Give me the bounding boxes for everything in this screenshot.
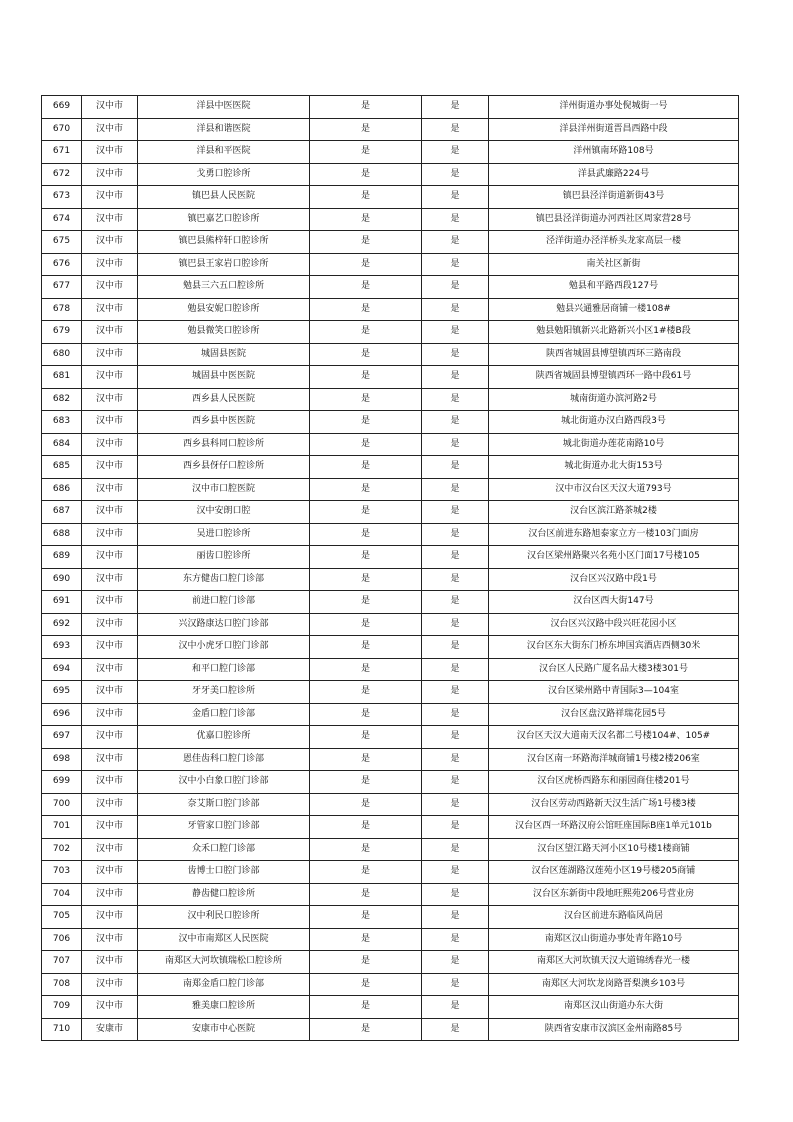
institution-name-cell: 汉中安朗口腔 (138, 501, 310, 524)
flag-a-cell: 是 (310, 321, 422, 344)
flag-a-cell: 是 (310, 433, 422, 456)
table-row (42, 793, 739, 816)
flag-a-cell: 是 (310, 231, 422, 254)
table-row (42, 298, 739, 321)
institution-name-cell: 恩佳齿科口腔门诊部 (138, 748, 310, 771)
row-number-cell: 697 (42, 726, 82, 749)
address-cell: 汉台区西一环路汉府公馆旺座国际B座1单元101b (489, 816, 739, 839)
flag-a-cell: 是 (310, 298, 422, 321)
flag-b-cell: 是 (422, 231, 489, 254)
row-number-cell: 707 (42, 951, 82, 974)
row-number-cell: 688 (42, 523, 82, 546)
institution-name-cell: 汉中市口腔医院 (138, 478, 310, 501)
table-row (42, 928, 739, 951)
table-row (42, 343, 739, 366)
city-cell: 汉中市 (82, 681, 138, 704)
address-cell: 镇巴县泾洋街道新街43号 (489, 186, 739, 209)
address-cell: 汉台区劳动西路新天汉生活广场1号楼3楼 (489, 793, 739, 816)
institution-name-cell: 洋县中医医院 (138, 96, 310, 119)
city-cell: 汉中市 (82, 456, 138, 479)
table-row (42, 501, 739, 524)
row-number-cell: 671 (42, 141, 82, 164)
address-cell: 汉台区西大街147号 (489, 591, 739, 614)
flag-b-cell: 是 (422, 883, 489, 906)
flag-b-cell: 是 (422, 591, 489, 614)
city-cell: 汉中市 (82, 703, 138, 726)
flag-b-cell: 是 (422, 186, 489, 209)
flag-a-cell: 是 (310, 343, 422, 366)
flag-b-cell: 是 (422, 726, 489, 749)
flag-a-cell: 是 (310, 838, 422, 861)
flag-a-cell: 是 (310, 141, 422, 164)
institution-name-cell: 西乡县人民医院 (138, 388, 310, 411)
flag-a-cell: 是 (310, 523, 422, 546)
address-cell: 汉台区前进东路旭泰家立方一楼103门面房 (489, 523, 739, 546)
city-cell: 汉中市 (82, 636, 138, 659)
table-row (42, 366, 739, 389)
institution-name-cell: 牙管家口腔门诊部 (138, 816, 310, 839)
flag-a-cell: 是 (310, 388, 422, 411)
address-cell: 汉台区莲湖路汉莲苑小区19号楼205商铺 (489, 861, 739, 884)
flag-b-cell: 是 (422, 928, 489, 951)
flag-a-cell: 是 (310, 793, 422, 816)
city-cell: 汉中市 (82, 366, 138, 389)
flag-a-cell: 是 (310, 163, 422, 186)
institution-name-cell: 镇巴嘉艺口腔诊所 (138, 208, 310, 231)
city-cell: 汉中市 (82, 591, 138, 614)
table-row (42, 96, 739, 119)
city-cell: 汉中市 (82, 343, 138, 366)
flag-b-cell: 是 (422, 973, 489, 996)
flag-b-cell: 是 (422, 681, 489, 704)
row-number-cell: 710 (42, 1018, 82, 1041)
city-cell: 汉中市 (82, 748, 138, 771)
flag-a-cell: 是 (310, 681, 422, 704)
flag-a-cell: 是 (310, 253, 422, 276)
address-cell: 城南街道办滨河路2号 (489, 388, 739, 411)
city-cell: 汉中市 (82, 163, 138, 186)
flag-a-cell: 是 (310, 996, 422, 1019)
table-row (42, 703, 739, 726)
flag-a-cell: 是 (310, 456, 422, 479)
table-row (42, 163, 739, 186)
flag-a-cell: 是 (310, 501, 422, 524)
institution-name-cell: 汉中市南郑区人民医院 (138, 928, 310, 951)
table-row (42, 906, 739, 929)
flag-a-cell: 是 (310, 186, 422, 209)
flag-a-cell: 是 (310, 703, 422, 726)
address-cell: 勉县兴通雅居商铺一楼108# (489, 298, 739, 321)
row-number-cell: 675 (42, 231, 82, 254)
city-cell: 汉中市 (82, 501, 138, 524)
row-number-cell: 706 (42, 928, 82, 951)
institution-name-cell: 西乡县科同口腔诊所 (138, 433, 310, 456)
institution-name-cell: 汉中利民口腔诊所 (138, 906, 310, 929)
row-number-cell: 676 (42, 253, 82, 276)
institution-name-cell: 安康市中心医院 (138, 1018, 310, 1041)
city-cell: 汉中市 (82, 231, 138, 254)
institution-name-cell: 吴进口腔诊所 (138, 523, 310, 546)
city-cell: 汉中市 (82, 186, 138, 209)
table-row (42, 951, 739, 974)
address-cell: 洋县洋州街道晋昌西路中段 (489, 118, 739, 141)
flag-a-cell: 是 (310, 816, 422, 839)
institution-name-cell: 勉县三六五口腔诊所 (138, 276, 310, 299)
flag-a-cell: 是 (310, 546, 422, 569)
institution-name-cell: 洋县和谐医院 (138, 118, 310, 141)
table-row (42, 996, 739, 1019)
table-body (42, 96, 739, 1041)
row-number-cell: 690 (42, 568, 82, 591)
table-row (42, 388, 739, 411)
address-cell: 汉台区梁州路聚兴名苑小区门面17号楼105 (489, 546, 739, 569)
address-cell: 南郑区大河坎镇天汉大道锦绣春光一楼 (489, 951, 739, 974)
city-cell: 安康市 (82, 1018, 138, 1041)
flag-b-cell: 是 (422, 366, 489, 389)
row-number-cell: 691 (42, 591, 82, 614)
table-row (42, 523, 739, 546)
flag-a-cell: 是 (310, 748, 422, 771)
address-cell: 城北街道办莲花南路10号 (489, 433, 739, 456)
address-cell: 汉台区兴汉路中段兴旺花园小区 (489, 613, 739, 636)
table-row (42, 276, 739, 299)
city-cell: 汉中市 (82, 118, 138, 141)
city-cell: 汉中市 (82, 658, 138, 681)
city-cell: 汉中市 (82, 411, 138, 434)
city-cell: 汉中市 (82, 816, 138, 839)
address-cell: 汉台区天汉大道南天汉名都二号楼104#、105# (489, 726, 739, 749)
city-cell: 汉中市 (82, 973, 138, 996)
row-number-cell: 674 (42, 208, 82, 231)
row-number-cell: 705 (42, 906, 82, 929)
flag-a-cell: 是 (310, 928, 422, 951)
flag-b-cell: 是 (422, 568, 489, 591)
flag-a-cell: 是 (310, 613, 422, 636)
address-cell: 南关社区新街 (489, 253, 739, 276)
address-cell: 镇巴县泾洋街道办河西社区周家营28号 (489, 208, 739, 231)
flag-b-cell: 是 (422, 253, 489, 276)
city-cell: 汉中市 (82, 276, 138, 299)
address-cell: 汉台区南一环路海洋城商铺1号楼2楼206室 (489, 748, 739, 771)
flag-a-cell: 是 (310, 591, 422, 614)
address-cell: 汉台区盘汉路祥瑞花园5号 (489, 703, 739, 726)
city-cell: 汉中市 (82, 793, 138, 816)
flag-b-cell: 是 (422, 658, 489, 681)
institution-name-cell: 金盾口腔门诊部 (138, 703, 310, 726)
row-number-cell: 679 (42, 321, 82, 344)
row-number-cell: 701 (42, 816, 82, 839)
address-cell: 汉台区人民路广厦名品大楼3楼301号 (489, 658, 739, 681)
flag-a-cell: 是 (310, 726, 422, 749)
flag-b-cell: 是 (422, 321, 489, 344)
institution-name-cell: 汉中小虎牙口腔门诊部 (138, 636, 310, 659)
city-cell: 汉中市 (82, 613, 138, 636)
table-row (42, 883, 739, 906)
address-cell: 勉县勉阳镇新兴北路新兴小区1#楼B段 (489, 321, 739, 344)
flag-b-cell: 是 (422, 793, 489, 816)
institution-name-cell: 西乡县中医医院 (138, 411, 310, 434)
row-number-cell: 703 (42, 861, 82, 884)
address-cell: 洋州镇南环路108号 (489, 141, 739, 164)
table-row (42, 186, 739, 209)
address-cell: 南郑区大河坎龙岗路晋梨澳乡103号 (489, 973, 739, 996)
institution-name-cell: 西乡县伢仔口腔诊所 (138, 456, 310, 479)
row-number-cell: 678 (42, 298, 82, 321)
address-cell: 汉中市汉台区天汉大道793号 (489, 478, 739, 501)
row-number-cell: 696 (42, 703, 82, 726)
city-cell: 汉中市 (82, 996, 138, 1019)
flag-b-cell: 是 (422, 433, 489, 456)
row-number-cell: 672 (42, 163, 82, 186)
table-row (42, 658, 739, 681)
row-number-cell: 680 (42, 343, 82, 366)
row-number-cell: 693 (42, 636, 82, 659)
flag-b-cell: 是 (422, 411, 489, 434)
city-cell: 汉中市 (82, 546, 138, 569)
address-cell: 城北街道办北大街153号 (489, 456, 739, 479)
city-cell: 汉中市 (82, 568, 138, 591)
flag-a-cell: 是 (310, 366, 422, 389)
address-cell: 南郑区汉山街道办东大街 (489, 996, 739, 1019)
address-cell: 陕西省城固县博望镇西环三路南段 (489, 343, 739, 366)
flag-a-cell: 是 (310, 771, 422, 794)
flag-b-cell: 是 (422, 951, 489, 974)
table-row (42, 208, 739, 231)
flag-b-cell: 是 (422, 703, 489, 726)
row-number-cell: 702 (42, 838, 82, 861)
flag-b-cell: 是 (422, 996, 489, 1019)
flag-b-cell: 是 (422, 546, 489, 569)
row-number-cell: 694 (42, 658, 82, 681)
row-number-cell: 683 (42, 411, 82, 434)
flag-b-cell: 是 (422, 298, 489, 321)
table-row (42, 231, 739, 254)
institution-name-cell: 和平口腔门诊部 (138, 658, 310, 681)
flag-a-cell: 是 (310, 658, 422, 681)
address-cell: 陕西省安康市汉滨区金州南路85号 (489, 1018, 739, 1041)
flag-a-cell: 是 (310, 568, 422, 591)
flag-a-cell: 是 (310, 906, 422, 929)
table-row (42, 838, 739, 861)
row-number-cell: 689 (42, 546, 82, 569)
institution-name-cell: 牙牙美口腔诊所 (138, 681, 310, 704)
table-row (42, 861, 739, 884)
flag-b-cell: 是 (422, 748, 489, 771)
institution-name-cell: 静齿健口腔诊所 (138, 883, 310, 906)
row-number-cell: 699 (42, 771, 82, 794)
row-number-cell: 687 (42, 501, 82, 524)
institution-name-cell: 丽齿口腔诊所 (138, 546, 310, 569)
row-number-cell: 673 (42, 186, 82, 209)
flag-a-cell: 是 (310, 883, 422, 906)
flag-b-cell: 是 (422, 501, 489, 524)
flag-a-cell: 是 (310, 96, 422, 119)
institution-name-cell: 东方健齿口腔门诊部 (138, 568, 310, 591)
table-row (42, 771, 739, 794)
row-number-cell: 677 (42, 276, 82, 299)
address-cell: 南郑区汉山街道办事处青年路10号 (489, 928, 739, 951)
institution-name-cell: 齿博士口腔门诊部 (138, 861, 310, 884)
city-cell: 汉中市 (82, 321, 138, 344)
city-cell: 汉中市 (82, 771, 138, 794)
city-cell: 汉中市 (82, 253, 138, 276)
table-row (42, 591, 739, 614)
city-cell: 汉中市 (82, 838, 138, 861)
row-number-cell: 682 (42, 388, 82, 411)
address-cell: 汉台区东新街中段地旺熙苑206号营业房 (489, 883, 739, 906)
city-cell: 汉中市 (82, 388, 138, 411)
table-row (42, 411, 739, 434)
city-cell: 汉中市 (82, 906, 138, 929)
address-cell: 汉台区兴汉路中段1号 (489, 568, 739, 591)
row-number-cell: 709 (42, 996, 82, 1019)
city-cell: 汉中市 (82, 208, 138, 231)
city-cell: 汉中市 (82, 523, 138, 546)
institution-name-cell: 南郑区大河坎镇瑞松口腔诊所 (138, 951, 310, 974)
flag-b-cell: 是 (422, 343, 489, 366)
table-row (42, 433, 739, 456)
flag-b-cell: 是 (422, 141, 489, 164)
flag-a-cell: 是 (310, 861, 422, 884)
city-cell: 汉中市 (82, 951, 138, 974)
flag-a-cell: 是 (310, 1018, 422, 1041)
table-row (42, 568, 739, 591)
table-row (42, 681, 739, 704)
institution-name-cell: 汉中小白象口腔门诊部 (138, 771, 310, 794)
row-number-cell: 684 (42, 433, 82, 456)
flag-b-cell: 是 (422, 276, 489, 299)
row-number-cell: 695 (42, 681, 82, 704)
flag-b-cell: 是 (422, 838, 489, 861)
institution-name-cell: 奈艾斯口腔门诊部 (138, 793, 310, 816)
flag-b-cell: 是 (422, 1018, 489, 1041)
address-cell: 汉台区前进东路临风尚居 (489, 906, 739, 929)
flag-b-cell: 是 (422, 816, 489, 839)
institution-name-cell: 勉县微笑口腔诊所 (138, 321, 310, 344)
row-number-cell: 685 (42, 456, 82, 479)
table-row (42, 118, 739, 141)
address-cell: 泾洋街道办泾洋桥头龙家高层一楼 (489, 231, 739, 254)
institution-name-cell: 雅美康口腔诊所 (138, 996, 310, 1019)
flag-b-cell: 是 (422, 906, 489, 929)
row-number-cell: 692 (42, 613, 82, 636)
flag-a-cell: 是 (310, 973, 422, 996)
address-cell: 陕西省城固县博望镇西环一路中段61号 (489, 366, 739, 389)
flag-b-cell: 是 (422, 118, 489, 141)
flag-a-cell: 是 (310, 208, 422, 231)
flag-b-cell: 是 (422, 456, 489, 479)
flag-b-cell: 是 (422, 523, 489, 546)
flag-b-cell: 是 (422, 636, 489, 659)
institution-name-cell: 镇巴县人民医院 (138, 186, 310, 209)
address-cell: 城北街道办汉白路西段3号 (489, 411, 739, 434)
institution-name-cell: 镇巴县王家岩口腔诊所 (138, 253, 310, 276)
table-row (42, 816, 739, 839)
flag-a-cell: 是 (310, 118, 422, 141)
institution-name-cell: 勉县安妮口腔诊所 (138, 298, 310, 321)
row-number-cell: 708 (42, 973, 82, 996)
table-row (42, 1018, 739, 1041)
flag-b-cell: 是 (422, 163, 489, 186)
institution-name-cell: 优嘉口腔诊所 (138, 726, 310, 749)
table-row (42, 141, 739, 164)
institution-name-cell: 前进口腔门诊部 (138, 591, 310, 614)
city-cell: 汉中市 (82, 928, 138, 951)
table-row (42, 478, 739, 501)
address-cell: 汉台区滨江路茶城2楼 (489, 501, 739, 524)
city-cell: 汉中市 (82, 298, 138, 321)
city-cell: 汉中市 (82, 883, 138, 906)
row-number-cell: 670 (42, 118, 82, 141)
address-cell: 洋县武廉路224号 (489, 163, 739, 186)
row-number-cell: 698 (42, 748, 82, 771)
institution-table (41, 95, 739, 1041)
flag-b-cell: 是 (422, 771, 489, 794)
institution-name-cell: 镇巴县熊梓轩口腔诊所 (138, 231, 310, 254)
city-cell: 汉中市 (82, 433, 138, 456)
institution-name-cell: 城固县中医医院 (138, 366, 310, 389)
table-row (42, 456, 739, 479)
flag-b-cell: 是 (422, 96, 489, 119)
address-cell: 汉台区东大街东门桥东坤国宾酒店西侧30米 (489, 636, 739, 659)
address-cell: 勉县和平路西段127号 (489, 276, 739, 299)
address-cell: 洋州街道办事处倪城街一号 (489, 96, 739, 119)
row-number-cell: 700 (42, 793, 82, 816)
institution-name-cell: 兴汉路康达口腔门诊部 (138, 613, 310, 636)
institution-name-cell: 戈勇口腔诊所 (138, 163, 310, 186)
table-row (42, 321, 739, 344)
flag-a-cell: 是 (310, 636, 422, 659)
row-number-cell: 686 (42, 478, 82, 501)
city-cell: 汉中市 (82, 478, 138, 501)
flag-a-cell: 是 (310, 478, 422, 501)
flag-b-cell: 是 (422, 388, 489, 411)
row-number-cell: 681 (42, 366, 82, 389)
institution-name-cell: 城固县医院 (138, 343, 310, 366)
address-cell: 汉台区望江路天河小区10号楼1楼商铺 (489, 838, 739, 861)
row-number-cell: 704 (42, 883, 82, 906)
address-cell: 汉台区梁州路中青国际3—104室 (489, 681, 739, 704)
city-cell: 汉中市 (82, 726, 138, 749)
flag-a-cell: 是 (310, 276, 422, 299)
table-row (42, 973, 739, 996)
table-row (42, 636, 739, 659)
flag-a-cell: 是 (310, 411, 422, 434)
institution-name-cell: 众禾口腔门诊部 (138, 838, 310, 861)
flag-a-cell: 是 (310, 951, 422, 974)
table-row (42, 546, 739, 569)
table-row (42, 613, 739, 636)
flag-b-cell: 是 (422, 208, 489, 231)
city-cell: 汉中市 (82, 141, 138, 164)
institution-name-cell: 南郑金盾口腔门诊部 (138, 973, 310, 996)
table-row (42, 253, 739, 276)
city-cell: 汉中市 (82, 861, 138, 884)
institution-name-cell: 洋县和平医院 (138, 141, 310, 164)
city-cell: 汉中市 (82, 96, 138, 119)
address-cell: 汉台区虎桥西路东和丽园商住楼201号 (489, 771, 739, 794)
table-row (42, 748, 739, 771)
table-row (42, 726, 739, 749)
flag-b-cell: 是 (422, 478, 489, 501)
flag-b-cell: 是 (422, 613, 489, 636)
flag-b-cell: 是 (422, 861, 489, 884)
row-number-cell: 669 (42, 96, 82, 119)
